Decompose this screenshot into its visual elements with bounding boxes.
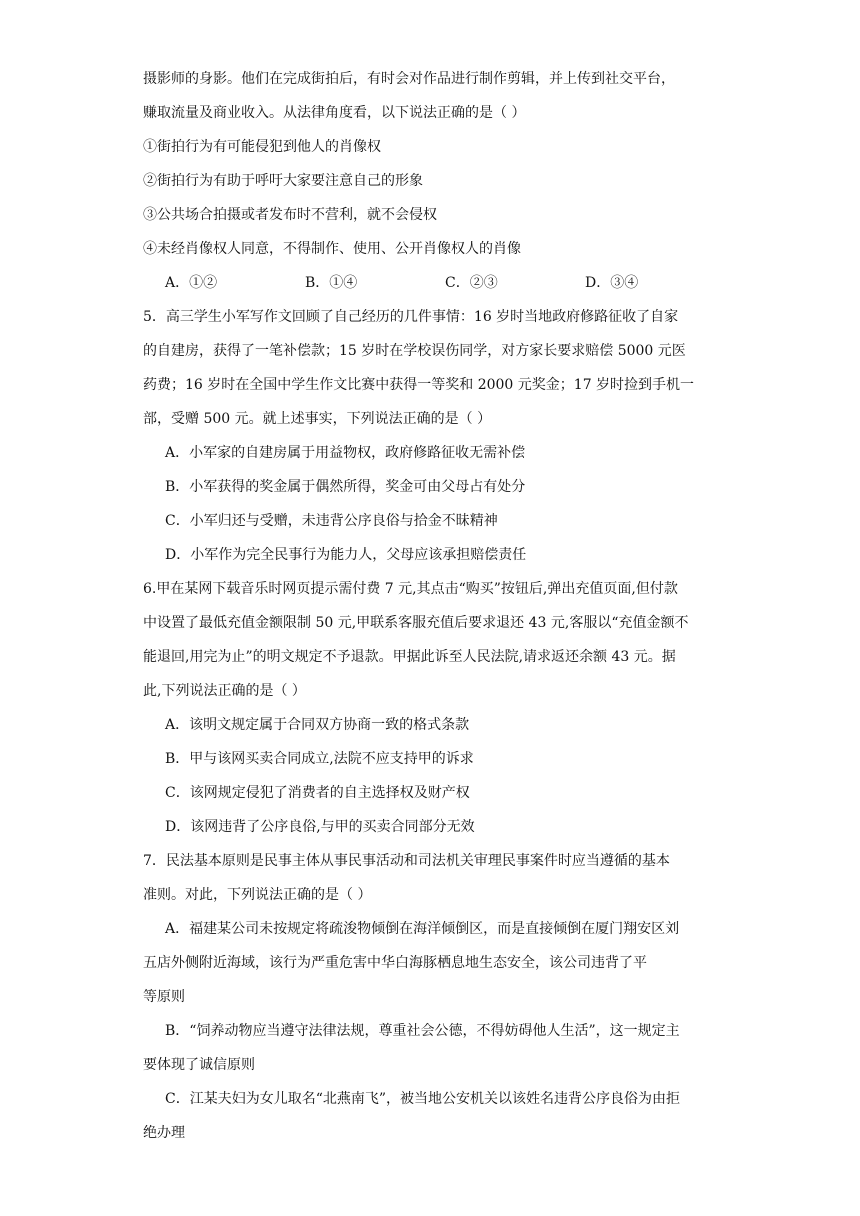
option-d: D．小军作为完全民事行为能力人，父母应该承担赔偿责任 [165, 547, 527, 563]
option-c: C．该网规定侵犯了消费者的自主选择权及财产权 [165, 785, 470, 801]
option-a: A．小军家的自建房属于用益物权，政府修路征收无需补偿 [165, 445, 526, 461]
statement-3: ③公共场合拍摄或者发布时不营利，就不会侵权 [143, 207, 437, 223]
option-a: A．①② [165, 275, 218, 291]
option-a-line: 等原则 [143, 989, 185, 1005]
option-a: A．该明文规定属于合同双方协商一致的格式条款 [165, 717, 470, 733]
option-a-line: 五店外侧附近海域，该行为严重危害中华白海豚栖息地生态安全，该公司违背了平 [143, 955, 647, 971]
option-b-line: 要体现了诚信原则 [143, 1057, 255, 1073]
question-stem-line: 此,下列说法正确的是（ ） [143, 683, 306, 699]
option-c-line: C．江某夫妇为女儿取名“北燕南飞”，被当地公安机关以该姓名违背公序良俗为由拒 [165, 1091, 681, 1107]
question-7 [143, 844, 719, 1150]
statement-4: ④未经肖像权人同意，不得制作、使用、公开肖像权人的肖像 [143, 241, 521, 257]
question-4 [143, 62, 719, 300]
question-stem-line: 部，受赠 500 元。就上述事实，下列说法正确的是（ ） [143, 411, 492, 427]
question-stem-line: 摄影师的身影。他们在完成街拍后，有时会对作品进行制作剪辑，并上传到社交平台， [143, 71, 675, 87]
option-b: B．小军获得的奖金属于偶然所得，奖金可由父母占有处分 [165, 479, 526, 495]
option-c-line: 绝办理 [143, 1125, 185, 1141]
question-stem-line: 6.甲在某网下载音乐时网页提示需付费 7 元,其点击“购买”按钮后,弹出充值页面,但付款 [143, 581, 678, 597]
question-stem-line: 的自建房，获得了一笔补偿款；15 岁时在学校误伤同学，对方家长要求赔偿 5000 元医 [143, 343, 686, 359]
answer-options-row [143, 266, 719, 300]
option-d: D．③④ [585, 275, 639, 291]
option-b: B．①④ [305, 275, 358, 291]
statement-1: ①街拍行为有可能侵犯到他人的肖像权 [143, 139, 381, 155]
option-b: B．甲与该网买卖合同成立,法院不应支持甲的诉求 [165, 751, 474, 767]
question-stem-line: 7．民法基本原则是民事主体从事民事活动和司法机关审理民事案件时应当遵循的基本 [143, 853, 670, 869]
question-stem-line: 药费；16 岁时在全国中学生作文比赛中获得一等奖和 2000 元奖金；17 岁时捡到手机一 [143, 377, 695, 393]
statement-2: ②街拍行为有助于呼吁大家要注意自己的形象 [143, 173, 423, 189]
option-d: D．该网违背了公序良俗,与甲的买卖合同部分无效 [165, 819, 475, 835]
option-c: C．小军归还与受赠，未违背公序良俗与拾金不昧精神 [165, 513, 498, 529]
question-6 [143, 572, 719, 844]
option-a-line: A．福建某公司未按规定将疏浚物倾倒在海洋倾倒区，而是直接倾倒在厦门翔安区刘 [165, 921, 680, 937]
question-5 [143, 300, 719, 572]
question-stem-line: 能退回,用完为止”的明文规定不予退款。甲据此诉至人民法院,请求返还余额 43 元。据 [143, 649, 676, 665]
question-stem-line: 中设置了最低充值金额限制 50 元,甲联系客服充值后要求退还 43 元,客服以“充值金额不 [143, 615, 689, 631]
question-content [143, 62, 719, 1150]
question-stem-line: 准则。对此，下列说法正确的是（ ） [143, 887, 372, 903]
question-stem-line: 赚取流量及商业收入。从法律角度看，以下说法正确的是（ ） [143, 105, 526, 121]
question-stem-line: 5．高三学生小军写作文回顾了自己经历的几件事情：16 岁时当地政府修路征收了自家 [143, 309, 679, 325]
option-c: C．②③ [445, 275, 498, 291]
option-b-line: B．“饲养动物应当遵守法律法规，尊重社会公德，不得妨碍他人生活”，这一规定主 [165, 1023, 680, 1039]
